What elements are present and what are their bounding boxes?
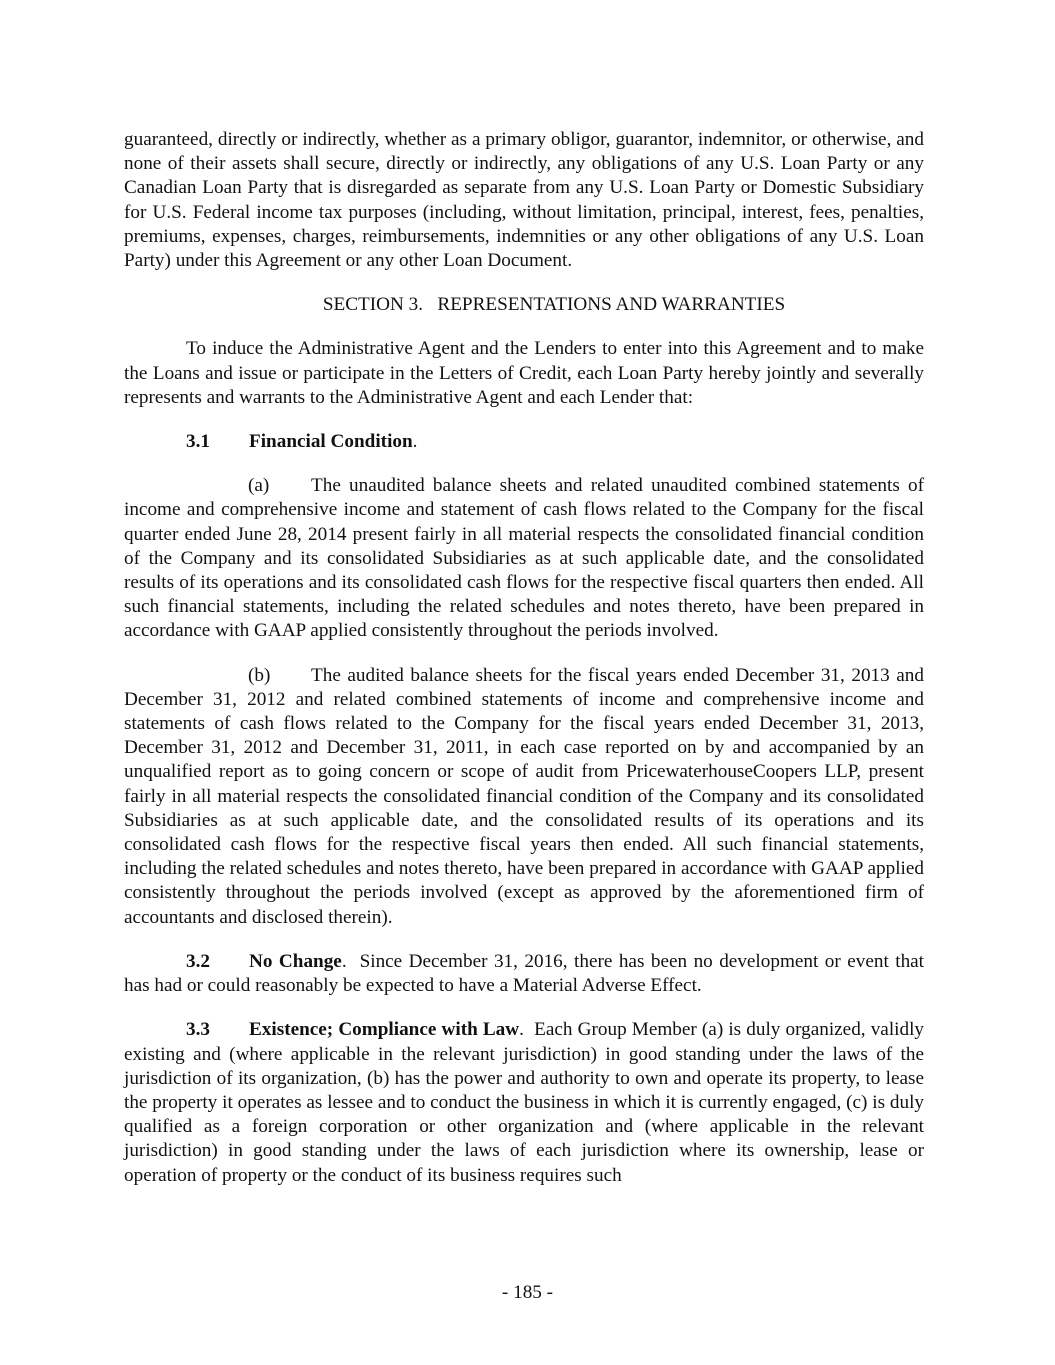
clause-b-text: The audited balance sheets for the fiscal years ended December 31, 2013 and December 31, 2012 and related combined statements of income and comprehensive income and statements of cash flows related to the Company for the fiscal years ended December 31, 2013, December 31, 2012 and December 31, 2011, in each case reported on by and accompanied by an unqualified report as to going concern or scope of audit from PricewaterhouseCoopers LLP, present fairly in all material respects the consolidated financial condition of the Company and its consolidated Subsidiaries as at such applicable date, and the consolidated results of its operations and its consolidated cash flows for the respective fiscal years then ended. All such financial statements, including the related schedules and notes thereto, have been prepared in accordance with GAAP applied consistently throughout the periods involved (except as approved by the aforementioned firm of accountants and disclosed therein). <box>124 664 924 928</box>
document-page <box>124 128 924 1188</box>
subsection-3-1-a-paragraph <box>124 474 924 643</box>
subsection-3-2-number: 3.2 <box>186 950 210 972</box>
subsection-3-1-b-paragraph <box>124 664 924 930</box>
subsection-3-1-number: 3.1 <box>186 431 210 453</box>
subsection-3-3-text: Each Group Member (a) is duly organized, validly existing and (where applicable in the relevant jurisdiction) in good standing under the laws of the jurisdiction of its organization, (b) has the power and authority to own and operate its property, to lease the property it operates as lessee and to conduct the business in which it is currently engaged, (c) is duly qualified as a foreign corporation or other organization and (where applicable in the relevant jurisdiction) in good standing under the laws of each jurisdiction where its ownership, lease or operation of property or the conduct of its business requires such <box>124 1019 925 1186</box>
subsection-3-2-paragraph: 3.2 No Change. Since December 31, 2016, there has been no development or event that has had or could reasonably be expected to have a Material Adverse Effect. <box>124 950 925 997</box>
clause-a-label: (a) <box>248 475 270 497</box>
clause-b-label: (b) <box>248 664 271 686</box>
subsection-3-2-title: No Change <box>249 950 342 972</box>
subsection-3-2-text: Since December 31, 2016, there has been no development or event that has had or could reasonably be expected to have a Material Adverse Effect. <box>124 950 925 997</box>
clause-a-text: The unaudited balance sheets and related unaudited combined statements of income and comprehensive income and statement of cash flows related to the Company for the fiscal quarter ended June 28, 2014 present fairly in all material respects the consolidated financial condition of the Company and its consolidated Subsidiaries as at such applicable date, and the consolidated results of its operations and its consolidated cash flows for the respective fiscal quarters then ended. All such financial statements, including the related schedules and notes thereto, have been prepared in accordance with GAAP applied consistently throughout the periods involved. <box>124 475 924 642</box>
continuation-paragraph: guaranteed, directly or indirectly, whether as a primary obligor, guarantor, indemnitor, or otherwise, and none of their assets shall secure, directly or indirectly, any obligations of any U.S. Loan Party or any Canadian Loan Party that is disregarded as separate from any U.S. Loan Party or Domestic Subsidiary for U.S. Federal income tax purposes (including, without limitation, principal, interest, fees, penalties, premiums, expenses, charges, reimbursements, indemnities or any other obligations of any U.S. Loan Party) under this Agreement or any other Loan Document. <box>124 129 924 272</box>
page-number: - 185 - <box>501 1282 554 1303</box>
subsection-3-1-title: Financial Condition <box>249 431 413 453</box>
section-intro-paragraph: To induce the Administrative Agent and the Lenders to enter into this Agreement and to make the Loans and issue or participate in the Letters of Credit, each Loan Party hereby jointly and severally represents and warrants to the Administrative Agent and each Lender that: <box>124 338 924 408</box>
subsection-3-3-title: Existence; Compliance with Law <box>249 1019 520 1041</box>
subsection-3-1-heading: 3.1 Financial Condition. <box>124 430 924 454</box>
subsection-3-3-number: 3.3 <box>186 1019 210 1041</box>
section-heading: SECTION 3. REPRESENTATIONS AND WARRANTIES <box>322 294 786 316</box>
subsection-3-3-paragraph: 3.3 Existence; Compliance with Law. Each Group Member (a) is duly organized, validly existing and (where applicable in the relevant jurisdiction) in good standing under the laws of the jurisdiction of its organization, (b) has the power and authority to own and operate its property, to lease the property it operates as lessee and to conduct the business in which it is currently engaged, (c) is duly qualified as a foreign corporation or other organization and (where applicable in the relevant jurisdiction) in good standing under the laws of each jurisdiction where its ownership, lease or operation of property or the conduct of its business requires such <box>124 1019 925 1186</box>
